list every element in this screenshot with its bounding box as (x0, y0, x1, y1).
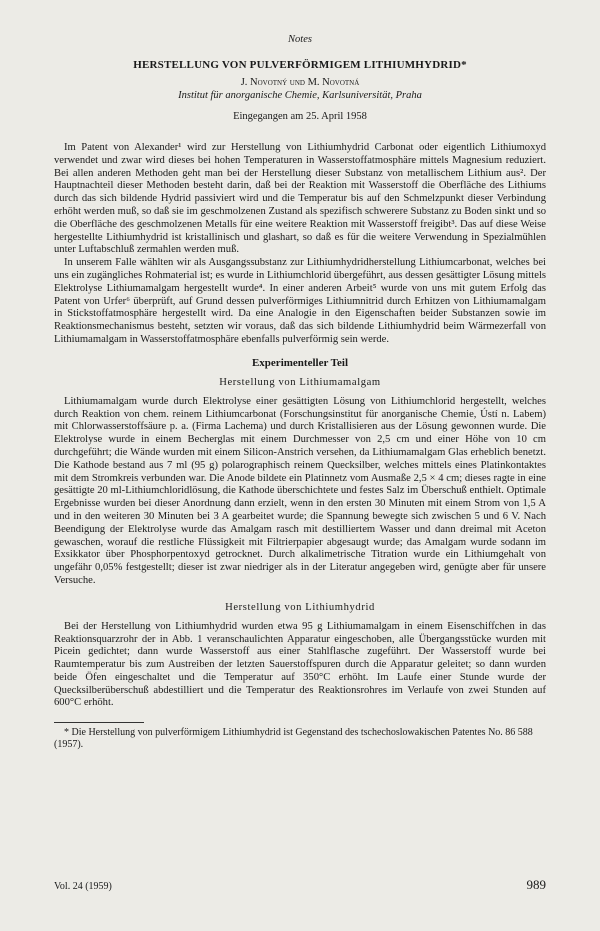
footnote-rule (54, 722, 144, 723)
experimental-heading: Experimenteller Teil (251, 356, 349, 369)
intro-paragraph-1: Im Patent von Alexander¹ wird zur Herstellung von Lithiumhydrid Carbonat oder eigentlich Lithiumoxyd verwendet und zwar wird dieses bei hohen Temperaturen in Wasserstoffatmosphäre mittels Magnesium reduziert. Bei allen anderen Methoden geht man bei der Herstellung dieser Substanz von metallischem Lithium aus². Der Hauptnachteil dieser Methoden besteht darin, daß bei der Reaktion mit Wasserstoff die Oberfläche des Lithiums durch das sich bildende Hydrid passiviert wird und die Temperatur bis auf den Schmelzpunkt dieser Verbindung erhöht werden muß, so daß sie im geschmolzenen Zustand als spezifisch schwerere Substanz zu Boden sinkt und so die Oberfläche des geschmolzenen Metalls für eine weitere Reaktion mit Wasserstoff freigibt³. Das auf diese Weise hergestellte Lithiumhydrid ist kristallinisch und glashart, so daß es für die weitere Verwendung in Spezialmühlen unter Luftabschluß zermahlen werden muß. (54, 142, 546, 256)
volume-label: Vol. 24 (1959) (54, 881, 112, 892)
page-footer (54, 877, 546, 893)
author-affiliation: Institut für anorganische Chemie, Karlsuniversität, Praha (178, 90, 422, 101)
subheading-amalgam: Herstellung von Lithiumamalgam (219, 376, 381, 388)
article-title: HERSTELLUNG VON PULVERFÖRMIGEM LITHIUMHYDRID* (133, 59, 467, 71)
page-number: 989 (526, 877, 546, 892)
section-label: Notes (288, 34, 312, 45)
amalgam-paragraph: Lithiumamalgam wurde durch Elektrolyse einer gesättigten Lösung von Lithiumchlorid hergestellt, welches durch Reaktion von chem. reinem Lithiumcarbonat (Forschungsinstitut für anorganische Chemie, Ústí n. Labem) mit Chlorwasserstoffsäure p. a. (Firma Lachema) und durch Kristallisieren aus der Lösung gewonnen wurde. Die Elektrolyse wurde in einem Becherglas mit einem Durchmesser von 2,5 cm und einer Höhe von 10 cm durchgeführt; die Wände wurden mit einem Silicon-Anstrich versehen, da Lithiumamalgam Glas erheblich benetzt. Die Kathode bestand aus 7 ml (95 g) polarographisch reinem Quecksilber, welches mittels eines Platinkontaktes mit dem Stromkreis verbunden war. Die Anode bildete ein Platinnetz vom Ausmaße 2,5 × 4 cm; dieses ragte in eine gesättigte 20 ml-Lithiumchloridlösung, die Kathode überschichtete und festes Salz im Überschuß enthielt. Optimale Ergebnisse wurden bei dieser Anordnung dann erzielt, wenn in den ersten 30 Minuten mit einem Strom von 1,5 A und in den weiteren 30 Minuten bei 3 A gearbeitet wurde; die Spannung bewegte sich zwischen 5 und 6 V. Nach Beendigung der Elektrolyse wurde das Amalgam rasch mit destilliertem Wasser und dann dreimal mit Aceton gewaschen, worauf die restliche Flüssigkeit mit Filtrierpapier abgesaugt wurde; das Amalgam wurde sodann im Exsikkator über Phosphorpentoxyd getrocknet. Durch alkalimetrische Titration wurde ein Lithiumgehalt von ungefähr 0,05% festgestellt; dieser ist zwar niedriger als in der Literatur angegeben wird, genügte aber für unsere Versuche. (54, 395, 546, 586)
article-authors: J. Novotný und M. Novotná (240, 77, 360, 88)
received-date: Eingegangen am 25. April 1958 (233, 111, 367, 122)
intro-paragraph-2: In unserem Falle wählten wir als Ausgangssubstanz zur Lithiumhydridherstellung Lithiumcarbonat, welches bei uns ein zugängliches Rohmaterial ist; es wurde in Lithiumchlorid übergeführt, aus dessen gesättigter Lösung mittels Elektrolyse Lithiumamalgam hergestellt wurde⁴. In einer anderen Arbeit⁵ wurde von uns mit gutem Erfolg das Patent von Urfer⁶ überprüft, auf Grund dessen pulverförmiges Lithiumnitrid durch Erhitzen von Lithiumamalgam in Stickstoffatmosphäre hergestellt wird. Da eine Analogie in den Eigenschaften beider Substanzen sowie im Reaktionsmechanismus besteht, setzten wir voraus, daß das sich bildende Lithiumhydrid beim Wärmezerfall von Lithiumamalgam in Wasserstoffatmosphäre ebenfalls pulverförmig sein werde. (54, 257, 547, 345)
subheading-hydride: Herstellung von Lithiumhydrid (225, 601, 375, 613)
hydride-paragraph: Bei der Herstellung von Lithiumhydrid wurden etwa 95 g Lithiumamalgam in einem Eisenschiffchen in das Reaktionsquarzrohr der in Abb. 1 veranschaulichten Apparatur eingeschoben, alle Übergangsstücke wurden mit Picein gedichtet; dann wurde Wasserstoff aus einer Stahlflasche zugeführt. Der Wasserstoff wurde bei Raumtemperatur bis zum Austreiben der letzten Sauerstoffspuren durch die Apparatur geleitet; so dann wurden beide Öfen eingeschaltet und die Temperatur auf 350°C erhöht. Im Laufe einer Stunde wurde der Quecksilberüberschuß abdestilliert und die Temperatur des Reaktionsrohres im Verlaufe von zwei Stunden auf 600°C erhöht. (54, 620, 546, 709)
footnote: * Die Herstellung von pulverförmigem Lithiumhydrid ist Gegenstand des tschechoslowakischen Patentes No. 86 588 (1957). (54, 727, 533, 751)
